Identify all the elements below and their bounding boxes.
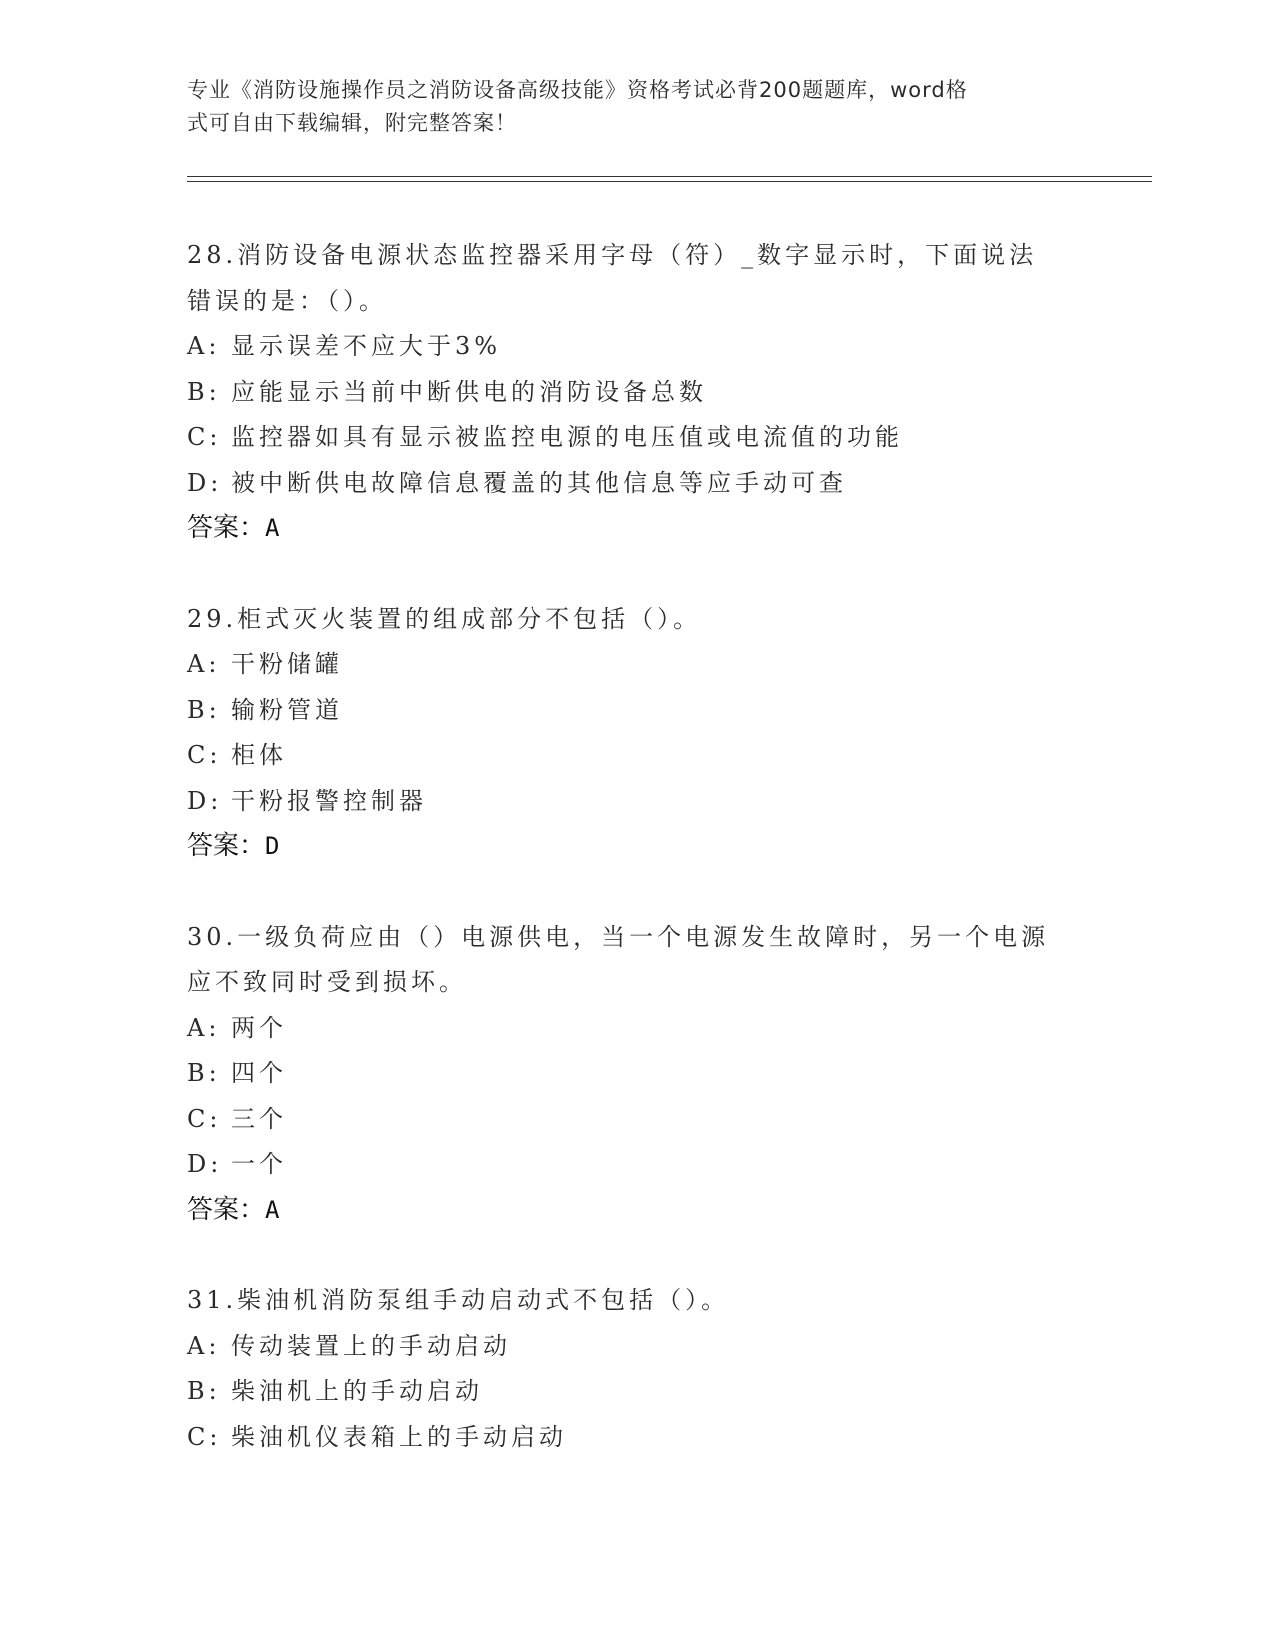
question-stem-line: 31.柴油机消防泵组手动启动式不包括（）。 bbox=[187, 1286, 730, 1314]
option-key: B: bbox=[187, 695, 221, 724]
option-text: 输粉管道 bbox=[231, 695, 343, 724]
option-text: 应能显示当前中断供电的消防设备总数 bbox=[231, 377, 707, 406]
answer-line bbox=[187, 1188, 1087, 1234]
option-a bbox=[187, 1006, 1087, 1052]
header-divider-top bbox=[187, 176, 1152, 177]
option-a bbox=[187, 324, 1087, 370]
option-text: 三个 bbox=[231, 1104, 287, 1133]
question-stem-line: 30.一级负荷应由（）电源供电，当一个电源发生故障时，另一个电源 bbox=[187, 922, 1050, 951]
document-header bbox=[187, 74, 1067, 140]
option-c bbox=[187, 415, 1087, 461]
option-key: B: bbox=[187, 1059, 221, 1087]
option-key: A: bbox=[187, 1331, 221, 1360]
option-text: 被中断供电故障信息覆盖的其他信息等应手动可查 bbox=[231, 468, 847, 497]
answer-line bbox=[187, 506, 1087, 552]
option-text: 柜体 bbox=[231, 741, 287, 769]
option-b bbox=[187, 1051, 1087, 1097]
option-key: B: bbox=[187, 377, 221, 406]
answer-label: 答案： bbox=[187, 831, 266, 861]
option-b bbox=[187, 1369, 1087, 1415]
option-d bbox=[187, 779, 1087, 825]
option-d bbox=[187, 1142, 1087, 1188]
option-b bbox=[187, 688, 1087, 734]
option-d bbox=[187, 461, 1087, 507]
answer-line bbox=[187, 824, 1087, 870]
option-key: C: bbox=[187, 1422, 222, 1451]
option-key: C: bbox=[187, 1104, 222, 1133]
option-key: D: bbox=[187, 468, 223, 497]
question-item bbox=[187, 597, 1087, 870]
option-key: A: bbox=[187, 650, 221, 678]
option-a bbox=[187, 1324, 1087, 1370]
option-c bbox=[187, 733, 1087, 779]
option-text: 柴油机上的手动启动 bbox=[231, 1377, 483, 1405]
question-stem-line: 29.柜式灭火装置的组成部分不包括（）。 bbox=[187, 604, 702, 633]
option-text: 干粉报警控制器 bbox=[231, 786, 427, 815]
option-b bbox=[187, 370, 1087, 416]
question-stem-line: 应不致同时受到损坏。 bbox=[187, 968, 467, 996]
option-text: 四个 bbox=[231, 1059, 287, 1087]
question-stem-line: 错误的是：（）。 bbox=[187, 286, 387, 315]
option-key: A: bbox=[187, 332, 221, 360]
question-item bbox=[187, 915, 1087, 1234]
answer-label: 答案： bbox=[187, 1194, 266, 1225]
option-key: A: bbox=[187, 1013, 221, 1042]
option-key: D: bbox=[187, 1150, 223, 1178]
option-c bbox=[187, 1097, 1087, 1143]
answer-value: D bbox=[265, 832, 280, 860]
option-text: 监控器如具有显示被监控电源的电压值或电流值的功能 bbox=[231, 423, 903, 451]
option-text: 柴油机仪表箱上的手动启动 bbox=[231, 1422, 567, 1451]
option-key: C: bbox=[187, 423, 222, 451]
answer-value: A bbox=[265, 1195, 280, 1224]
header-line-1: 专业《消防设施操作员之消防设备高级技能》资格考试必背200题题库，word格 bbox=[187, 78, 968, 102]
question-stem-line: 28.消防设备电源状态监控器采用字母（符）_数字显示时，下面说法 bbox=[187, 241, 1038, 269]
answer-value: A bbox=[265, 514, 280, 542]
option-text: 两个 bbox=[231, 1013, 287, 1042]
header-line-2: 式可自由下载编辑，附完整答案！ bbox=[187, 111, 517, 135]
option-a bbox=[187, 642, 1087, 688]
option-key: D: bbox=[187, 786, 223, 815]
option-c bbox=[187, 1415, 1087, 1461]
option-key: C: bbox=[187, 741, 222, 769]
option-text: 一个 bbox=[231, 1150, 287, 1178]
question-item bbox=[187, 233, 1087, 552]
option-key: B: bbox=[187, 1377, 221, 1405]
header-divider-bottom bbox=[187, 181, 1152, 182]
option-text: 传动装置上的手动启动 bbox=[231, 1331, 511, 1360]
option-text: 干粉储罐 bbox=[231, 650, 343, 678]
question-list bbox=[187, 233, 1087, 1505]
question-item bbox=[187, 1278, 1087, 1460]
answer-label: 答案： bbox=[187, 513, 266, 543]
option-text: 显示误差不应大于3% bbox=[231, 332, 502, 360]
